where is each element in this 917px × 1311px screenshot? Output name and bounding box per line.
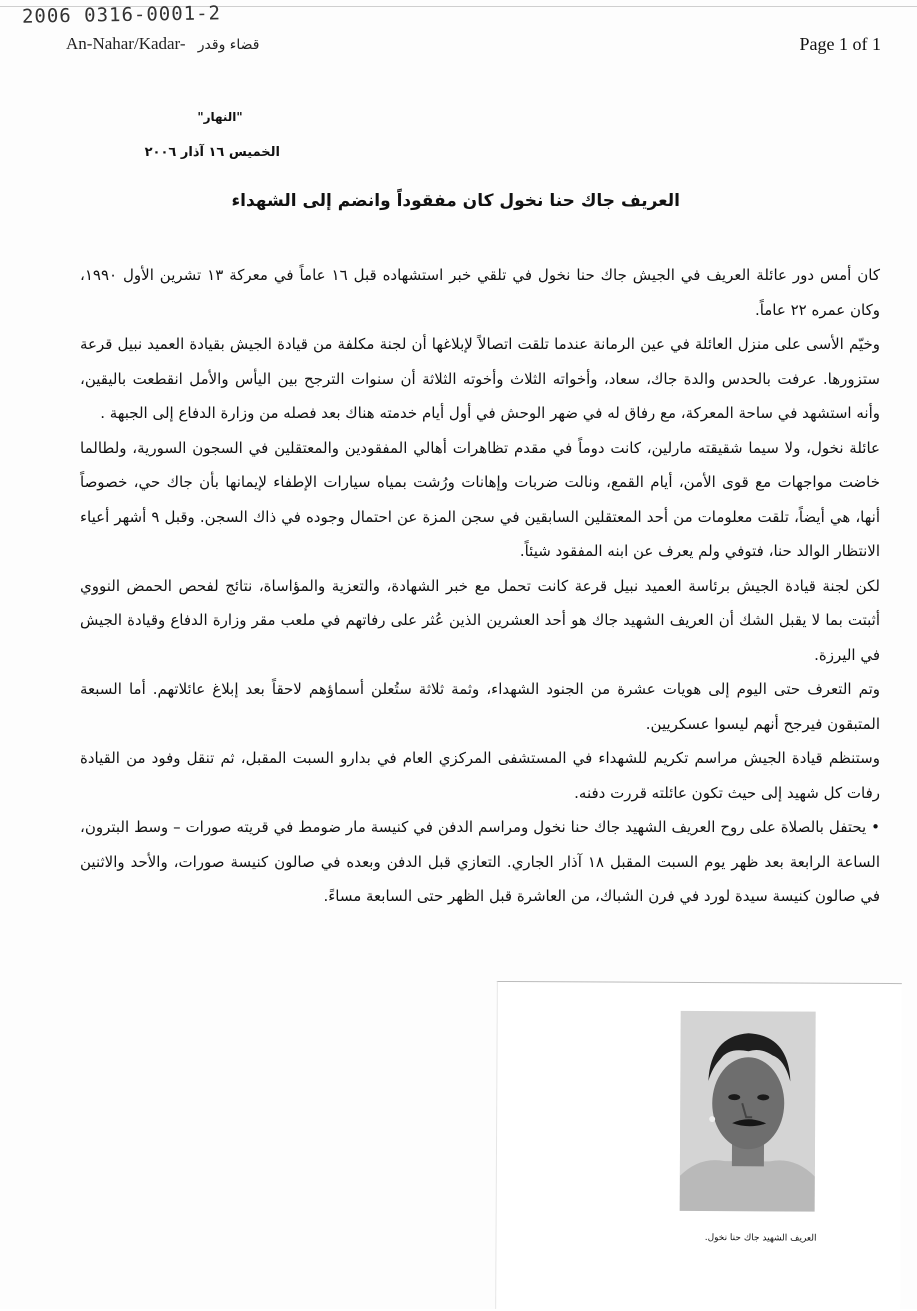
photo-clipping: [495, 981, 902, 1311]
source-category: قضاء وقدر: [197, 37, 260, 53]
paragraph: عائلة نخول، ولا سيما شقيقته مارلين، كانت دوماً في مقدم تظاهرات أهالي المفقودين والمعتقلين في السجون السورية، ولطالما خاضت مواجهات مع قوى الأمن، أيام القمع، ونالت ضربات وإهانات ورُشت بمياه سيارات الإطفاء لإيمانها بأن جاك حي، خصوصاً أنها، هي أيضاً، تلقت معلومات من أحد المعتقلين السابقين في سجن المزة عن احتمال وجوده في ذاك السجن. وقبل ٩ أشهر أعياء الانتظار الوالد حنا، فتوفي ولم يعرف عن ابنه المفقود شيئاً.: [80, 438, 880, 560]
handwritten-archive-id: 2006 0316-0001-2: [21, 2, 222, 28]
article-headline: العريف جاك حنا نخول كان مفقوداً وانضم إلى الشهداء: [231, 191, 680, 211]
publication-date: الخميس ١٦ آذار ٢٠٠٦: [144, 145, 280, 160]
paragraph: كان أمس دور عائلة العريف في الجيش جاك حنا نخول في تلقي خبر استشهاده قبل ١٦ عاماً في معركة ١٣ تشرين الأول ١٩٩٠، وكان عمره ٢٢ عاماً.: [80, 266, 880, 319]
article-body: [80, 258, 880, 914]
source-line: [66, 34, 260, 54]
paragraph: • يحتفل بالصلاة على روح العريف الشهيد جاك حنا نخول ومراسم الدفن في كنيسة مار ضومط في قريته صورات – وسط البترون، الساعة الرابعة بعد ظهر يوم السبت المقبل ١٨ آذار الجاري. التعازي قبل الدفن وبعده في صالون كنيسة صورات، والأحد والاثنين في صالون كنيسة سيدة لورد في فرن الشباك، من العاشرة قبل الظهر حتى السابعة مساءً.: [80, 818, 880, 905]
portrait-photo: [680, 1011, 816, 1212]
source-label: An-Nahar/Kadar-: [66, 34, 186, 53]
paragraph: وتم التعرف حتى اليوم إلى هويات عشرة من الجنود الشهداء، وثمة ثلاثة ستُعلن أسماؤهم لاحقاً بعد إبلاغ عائلاتهم. أما السبعة المتبقون فيرجح أنهم ليسوا عسكريين.: [80, 680, 880, 733]
page-number: Page 1 of 1: [799, 34, 881, 54]
paragraph: لكن لجنة قيادة الجيش برئاسة العميد نبيل قرعة كانت تحمل مع خبر الشهادة، والتعزية والمؤاساة، نتائج لفحص الحمض النووي أثبتت بما لا يقبل الشك أن العريف الشهيد جاك هو أحد العشرين الذين عُثر على رفاتهم في ملعب مقر وزارة الدفاع وقيادة الجيش في اليرزة.: [80, 576, 880, 664]
paragraph: وخيّم الأسى على منزل العائلة في عين الرمانة عندما تلقت اتصالاً لإبلاغها أن لجنة مكلفة من قيادة الجيش بقيادة العميد نبيل قرعة ستزورها. عرفت بالحدس والدة جاك، سعاد، وأخواته الثلاث وأخوته الثلاثة أن سنوات الترجح بين اليأس والأمل انقطعت باليقين، وأنه استشهد في ساحة المعركة، مع رفاق له في ضهر الوحش في أول أيام خدمته هناك بعد فصله من وزارة الدفاع إلى الجبهة .: [80, 335, 880, 422]
photo-caption: العريف الشهيد جاك حنا نخول.: [704, 1233, 817, 1244]
publication-name: "النهار": [197, 110, 243, 124]
paragraph: وستنظم قيادة الجيش مراسم تكريم للشهداء في المستشفى المركزي العام في بدارو السبت المقبل، ثم تنقل وفود من القيادة رفات كل شهيد إلى حيث تكون عائلته قررت دفنه.: [80, 749, 880, 802]
portrait-illustration: [680, 1011, 816, 1212]
